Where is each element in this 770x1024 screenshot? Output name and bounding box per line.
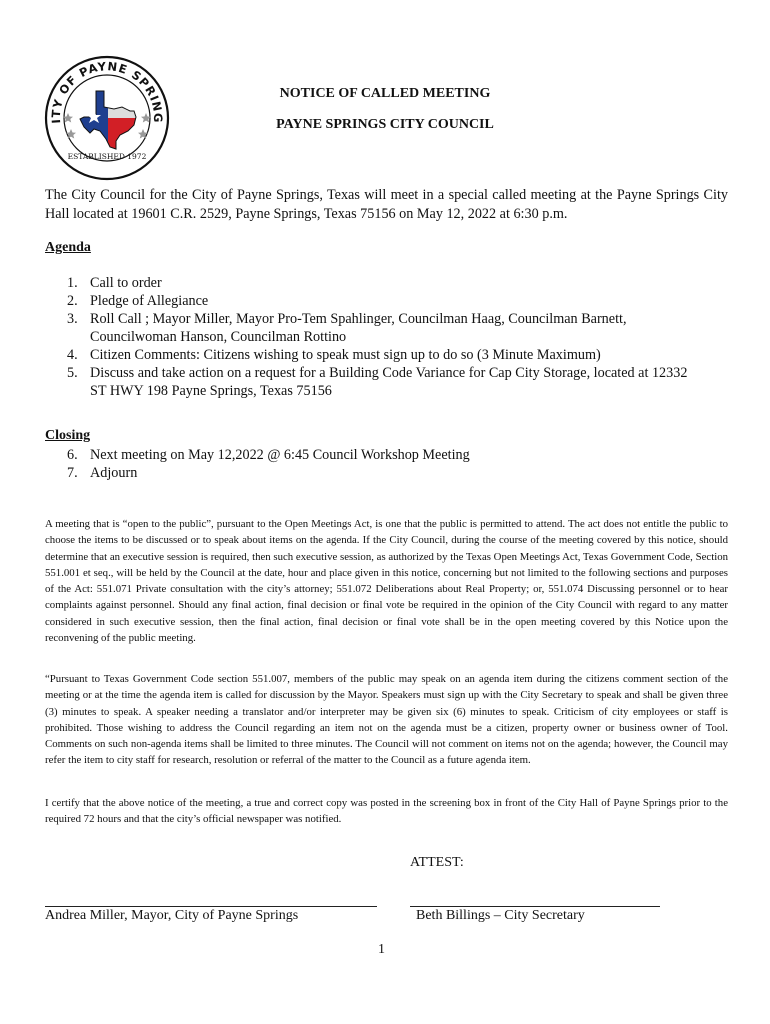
agenda-list bbox=[67, 274, 707, 400]
list-item: 5. Discuss and take action on a request for a Building Code Variance for Cap City Storage, located at 12332 ST HWY 198 Payne Springs, Texas 75156 bbox=[67, 365, 688, 399]
list-item: 4. Citizen Comments: Citizens wishing to speak must sign up to do so (3 Minute Maximum) bbox=[67, 347, 601, 363]
public-comment-paragraph: “Pursuant to Texas Government Code section 551.007, members of the public may speak on an agenda item during the citizens comment section of the meeting or at the time the agenda item is called for discussion by the Mayor. Speakers must sign up with the City Secretary to speak and shall be given three (3) minutes to speak. A speaker needing a translator and/or interpreter may be given six (6) minutes to speak. Criticism of city employees or staff is prohibited. Those wishing to address the Council regarding an item not on the agenda must be a citizen, property owner or business owner of Tool. Comments on such non-agenda items shall be limited to three minutes. The Council will not comment on items not on the agenda; however, the Council may refer the item to city staff for research, resolution or referral of the matter to the Council as a future agenda item. bbox=[45, 673, 728, 767]
mayor-name: Andrea Miller, Mayor, City of Payne Springs bbox=[45, 908, 299, 923]
seal-ring-text: ITY OF PAYNE SPRING bbox=[48, 59, 166, 125]
certification-paragraph: I certify that the above notice of the meeting, a true and correct copy was posted in the screening box in front of the City Hall of Payne Springs prior to the required 72 hours and that the city’s official newspaper was notified. bbox=[45, 797, 728, 826]
council-title: PAYNE SPRINGS CITY COUNCIL bbox=[276, 117, 494, 132]
seal-established-text: ESTABLISHED 1972 bbox=[67, 152, 147, 161]
intro-paragraph: The City Council for the City of Payne Springs, Texas will meet in a special called meeting at the Payne Springs City Hall located at 19601 C.R. 2529, Payne Springs, Texas 75156 on May 12, 2022 at 6:30 p.m. bbox=[45, 187, 728, 222]
list-item: 7. Adjourn bbox=[67, 465, 138, 481]
city-seal bbox=[44, 55, 170, 181]
secretary-name: Beth Billings – City Secretary bbox=[416, 908, 585, 923]
open-meetings-paragraph: A meeting that is “open to the public”, pursuant to the Open Meetings Act, is one that the public is permitted to attend. The act does not entitle the public to choose the items to be discussed or to speak about items on the agenda. If the City Council, during the course of the meeting covered by this notice, should determine that an executive session is required, then such executive session, as authorized by the Texas Open Meetings Act, Texas Government Code, Section 551.001 et seq., will be held by the Council at the date, hour and place given in this notice, concerning but not limited to the following sections and purposes of the Act: 551.071 Private consultation with the city’s attorney; 551.072 Deliberations about Real Property; or, 551.074 Discussing personnel or to hear complaints against personnel. Should any final action, final decision or final vote be required in the opinion of the City Council with regard to any matter considered in such executive session, then the final action, final decision or final vote shall be in the open meeting covered by this Notice upon the reconvening of the public meeting. bbox=[45, 518, 728, 645]
closing-list bbox=[67, 446, 707, 482]
list-item: 6. Next meeting on May 12,2022 @ 6:45 Council Workshop Meeting bbox=[67, 447, 470, 463]
texas-flag-icon bbox=[74, 85, 148, 158]
list-item: 1. Call to order bbox=[67, 275, 162, 291]
secretary-signature-line bbox=[410, 906, 660, 907]
agenda-heading: Agenda bbox=[45, 240, 91, 255]
page-number: 1 bbox=[378, 942, 385, 957]
list-item: 2. Pledge of Allegiance bbox=[67, 293, 209, 309]
attest-label: ATTEST: bbox=[410, 855, 464, 870]
closing-heading: Closing bbox=[45, 428, 91, 443]
list-item: 3. Roll Call ; Mayor Miller, Mayor Pro-Tem Spahlinger, Councilman Haag, Councilman Barnett, Councilwoman Hanson, Councilman Rottino bbox=[67, 311, 627, 345]
mayor-signature-line bbox=[45, 906, 377, 907]
notice-title: NOTICE OF CALLED MEETING bbox=[279, 86, 491, 101]
